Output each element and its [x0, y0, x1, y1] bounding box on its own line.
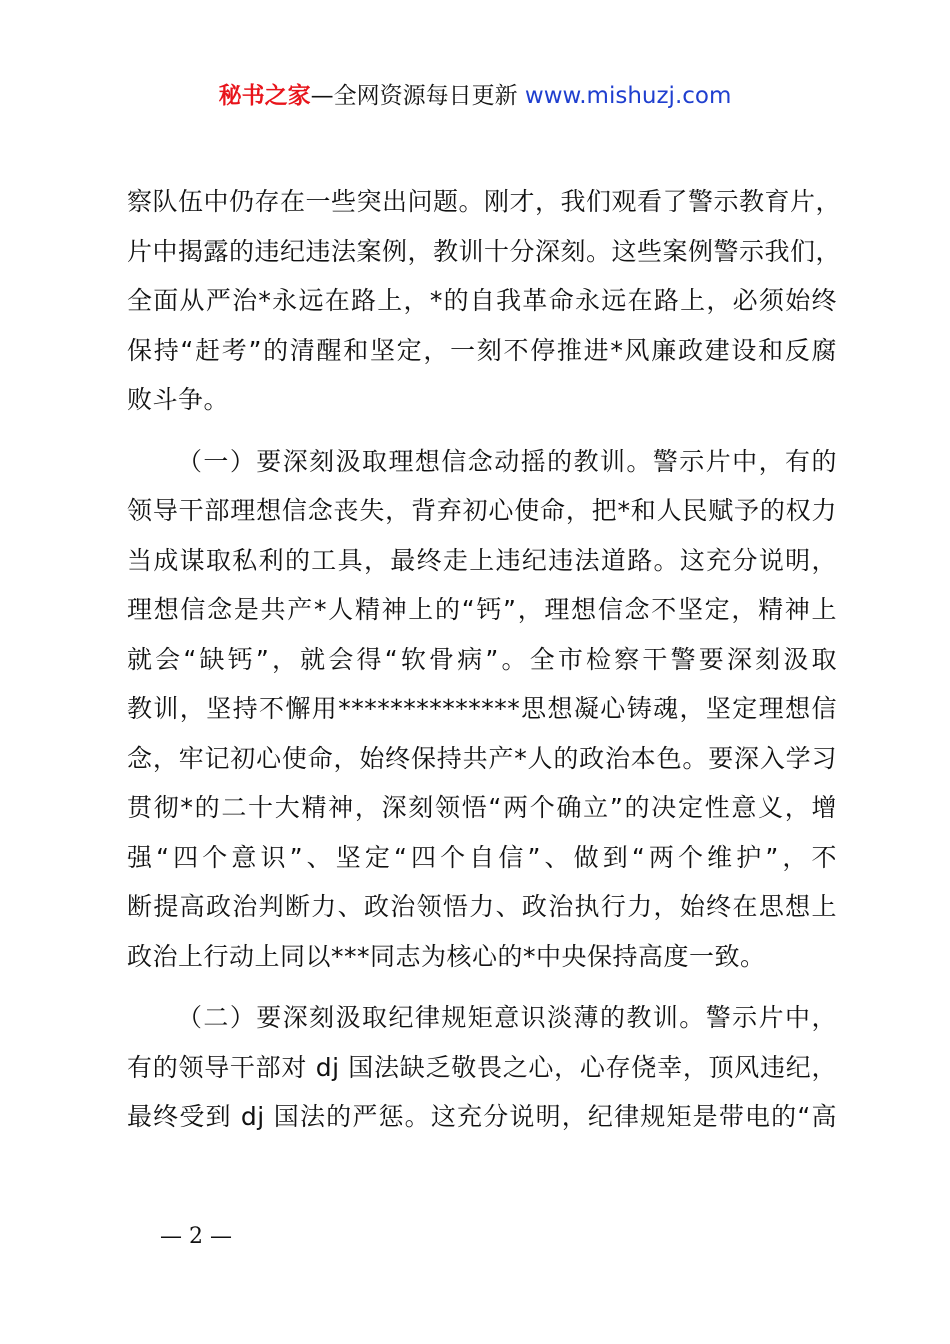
site-url-link[interactable]: www.mishuzj.com	[524, 83, 732, 109]
text-line: （二）要深刻汲取纪律规矩意识淡薄的教训。警示片中，	[177, 1003, 837, 1032]
text-line: 有的领导干部对 dj 国法缺乏敬畏之心，心存侥幸，顶风违纪，	[127, 1052, 837, 1082]
text-line: 保持“赶考”的清醒和坚定，一刻不停推进*风廉政建设和反腐	[127, 335, 837, 365]
text-line: 领导干部理想信念丧失，背弃初心使命，把*和人民赋予的权力	[127, 496, 837, 525]
text-line: 当成谋取私利的工具，最终走上违纪违法道路。这充分说明，	[127, 545, 837, 575]
site-header	[0, 80, 950, 112]
paragraph-section-two	[127, 993, 837, 1142]
text-line: 最终受到 dj 国法的严惩。这充分说明，纪律规矩是带电的“高	[127, 1102, 837, 1131]
text-line: 贯彻*的二十大精神，深刻领悟“两个确立”的决定性意义，增	[127, 793, 837, 822]
text-line: 教训，坚持不懈用**************思想凝心铸魂，坚定理想信	[127, 694, 837, 723]
paragraph-continuation	[127, 177, 842, 425]
text-line: 察队伍中仍存在一些突出问题。刚才，我们观看了警示教育片，	[127, 187, 842, 216]
brand-name: 秘书之家	[218, 83, 311, 109]
text-line: 念，牢记初心使命，始终保持共产*人的政治本色。要深入学习	[127, 743, 837, 773]
text-line: 全面从严治*永远在路上，*的自我革命永远在路上，必须始终	[127, 286, 837, 315]
text-line: 片中揭露的违纪违法案例，教训十分深刻。这些案例警示我们，	[127, 236, 842, 266]
document-body	[127, 177, 842, 1142]
text-line: 就会“缺钙”，就会得“软骨病”。全市检察干警要深刻汲取	[127, 644, 837, 674]
text-line: 强“四个意识”、坚定“四个自信”、做到“两个维护”，不	[127, 842, 837, 872]
text-line: 理想信念是共产*人精神上的“钙”，理想信念不坚定，精神上	[127, 595, 837, 624]
text-line: （一）要深刻汲取理想信念动摇的教训。警示片中，有的	[177, 446, 837, 476]
text-line: 断提高政治判断力、政治领悟力、政治执行力，始终在思想上	[127, 892, 837, 921]
paragraph-section-one	[127, 437, 837, 982]
header-tagline: —全网资源每日更新	[310, 83, 518, 109]
page-number: — 2 —	[160, 1224, 232, 1249]
text-line: 政治上行动上同以***同志为核心的*中央保持高度一致。	[127, 941, 766, 971]
text-line: 败斗争。	[127, 385, 230, 414]
